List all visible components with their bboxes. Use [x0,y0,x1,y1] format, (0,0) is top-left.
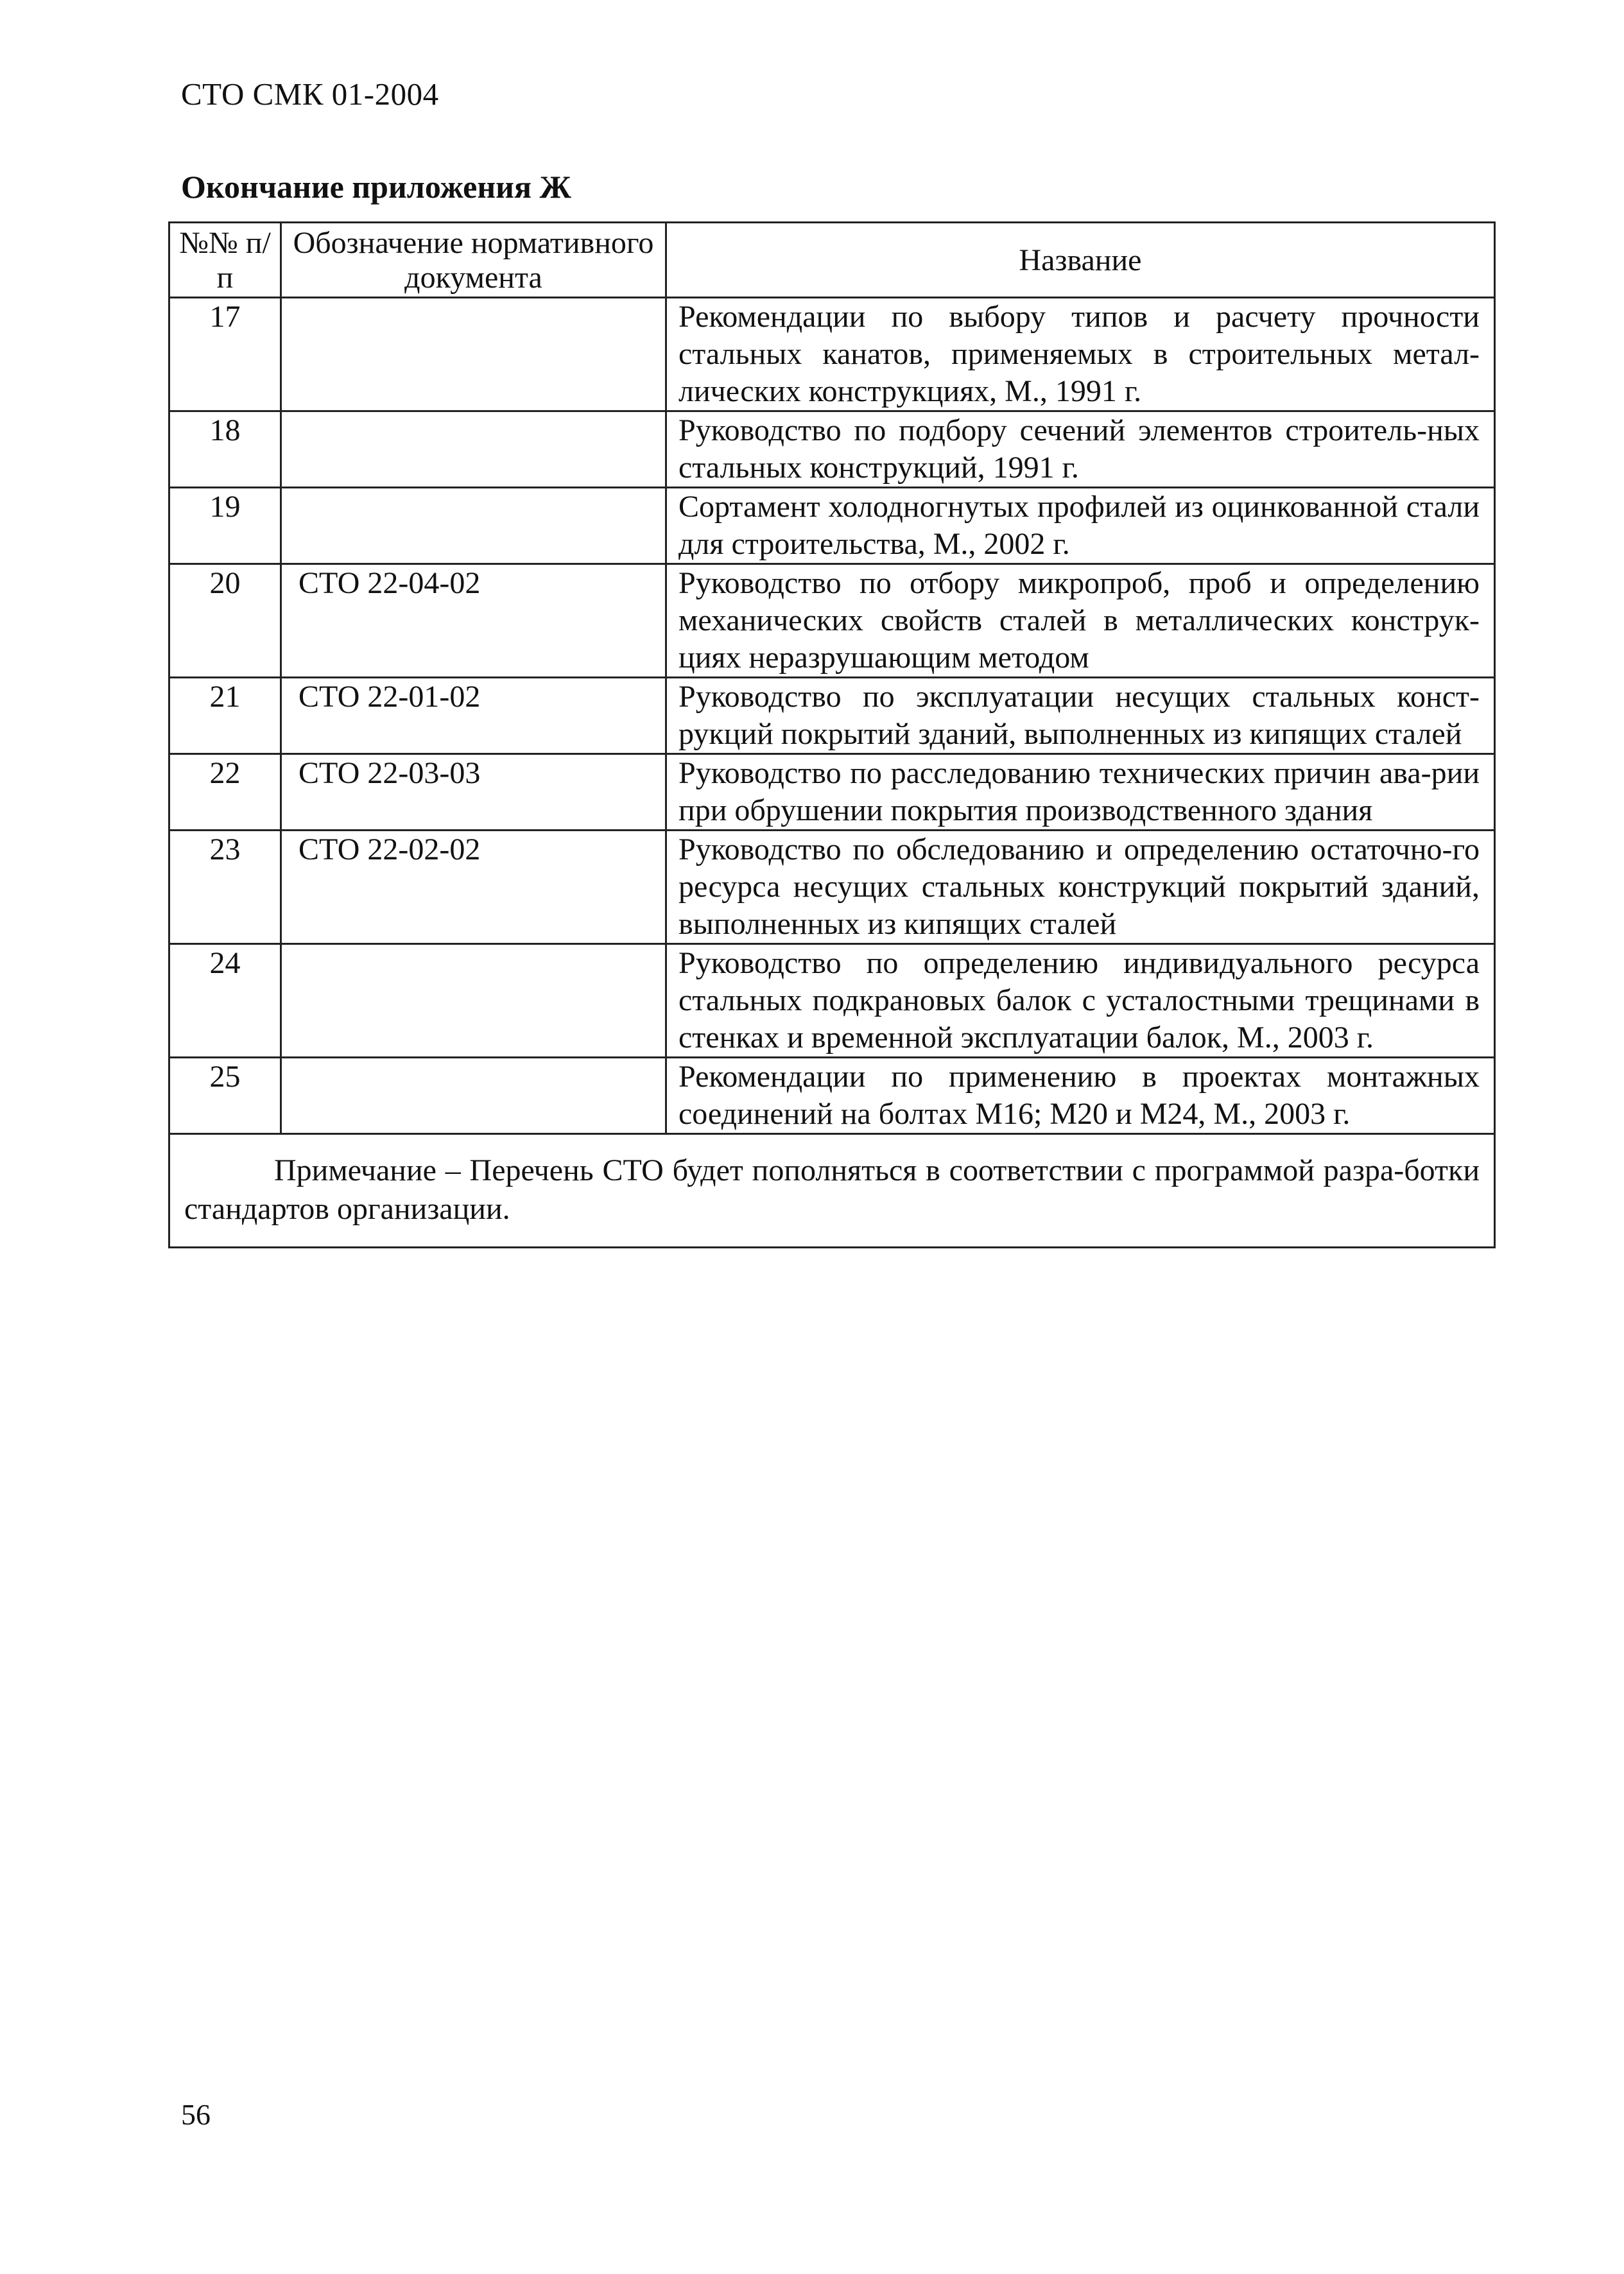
table-row [169,564,1495,678]
row-num: 25 [169,1058,281,1134]
row-num: 22 [169,754,281,831]
table-header-row [169,223,1495,298]
header-name: Название [666,223,1495,298]
row-num: 17 [169,298,281,411]
standards-table [168,221,1496,1248]
document-code-header: СТО СМК 01-2004 [181,76,439,112]
row-code: СТО 22-01-02 [281,678,666,754]
table-row [169,488,1495,564]
row-name: Рекомендации по выбору типов и расчету прочности стальных канатов, применяемых в строительных метал-лических конструкциях, М., 1991 г. [666,298,1495,411]
header-code: Обозначение нормативного документа [281,223,666,298]
row-name: Руководство по расследованию технических причин ава-рии при обрушении покрытия производственного здания [666,754,1495,831]
row-code [281,944,666,1058]
row-code [281,1058,666,1134]
row-code: СТО 22-03-03 [281,754,666,831]
table-row [169,831,1495,944]
row-num: 24 [169,944,281,1058]
row-code: СТО 22-04-02 [281,564,666,678]
header-num: №№ п/п [169,223,281,298]
row-num: 21 [169,678,281,754]
row-code: СТО 22-02-02 [281,831,666,944]
table-row [169,754,1495,831]
row-num: 19 [169,488,281,564]
section-title: Окончание приложения Ж [181,169,571,205]
row-name: Сортамент холодногнутых профилей из оцинкованной стали для строительства, М., 2002 г. [666,488,1495,564]
row-name: Рекомендации по применению в проектах монтажных соединений на болтах М16; М20 и М24, М., 2003 г. [666,1058,1495,1134]
row-code [281,411,666,488]
table-note: Примечание – Перечень СТО будет пополняться в соответствии с программой разра-ботки стандартов организации. [169,1134,1495,1248]
page-number: 56 [181,2098,211,2131]
row-code [281,298,666,411]
row-name: Руководство по отбору микропроб, проб и определению механических свойств сталей в металлических конструк-циях неразрушающим методом [666,564,1495,678]
row-name: Руководство по эксплуатации несущих стальных конст-рукций покрытий зданий, выполненных из кипящих сталей [666,678,1495,754]
table-row [169,411,1495,488]
table-note-row [169,1134,1495,1248]
row-num: 20 [169,564,281,678]
row-name: Руководство по определению индивидуального ресурса стальных подкрановых балок с усталостными трещинами в стенках и временной эксплуатации балок, М., 2003 г. [666,944,1495,1058]
table-row [169,678,1495,754]
row-num: 18 [169,411,281,488]
row-name: Руководство по обследованию и определению остаточно-го ресурса несущих стальных конструкций покрытий зданий, выполненных из кипящих сталей [666,831,1495,944]
row-num: 23 [169,831,281,944]
table-row [169,944,1495,1058]
table-row [169,298,1495,411]
table-row [169,1058,1495,1134]
row-name: Руководство по подбору сечений элементов строитель-ных стальных конструкций, 1991 г. [666,411,1495,488]
row-code [281,488,666,564]
